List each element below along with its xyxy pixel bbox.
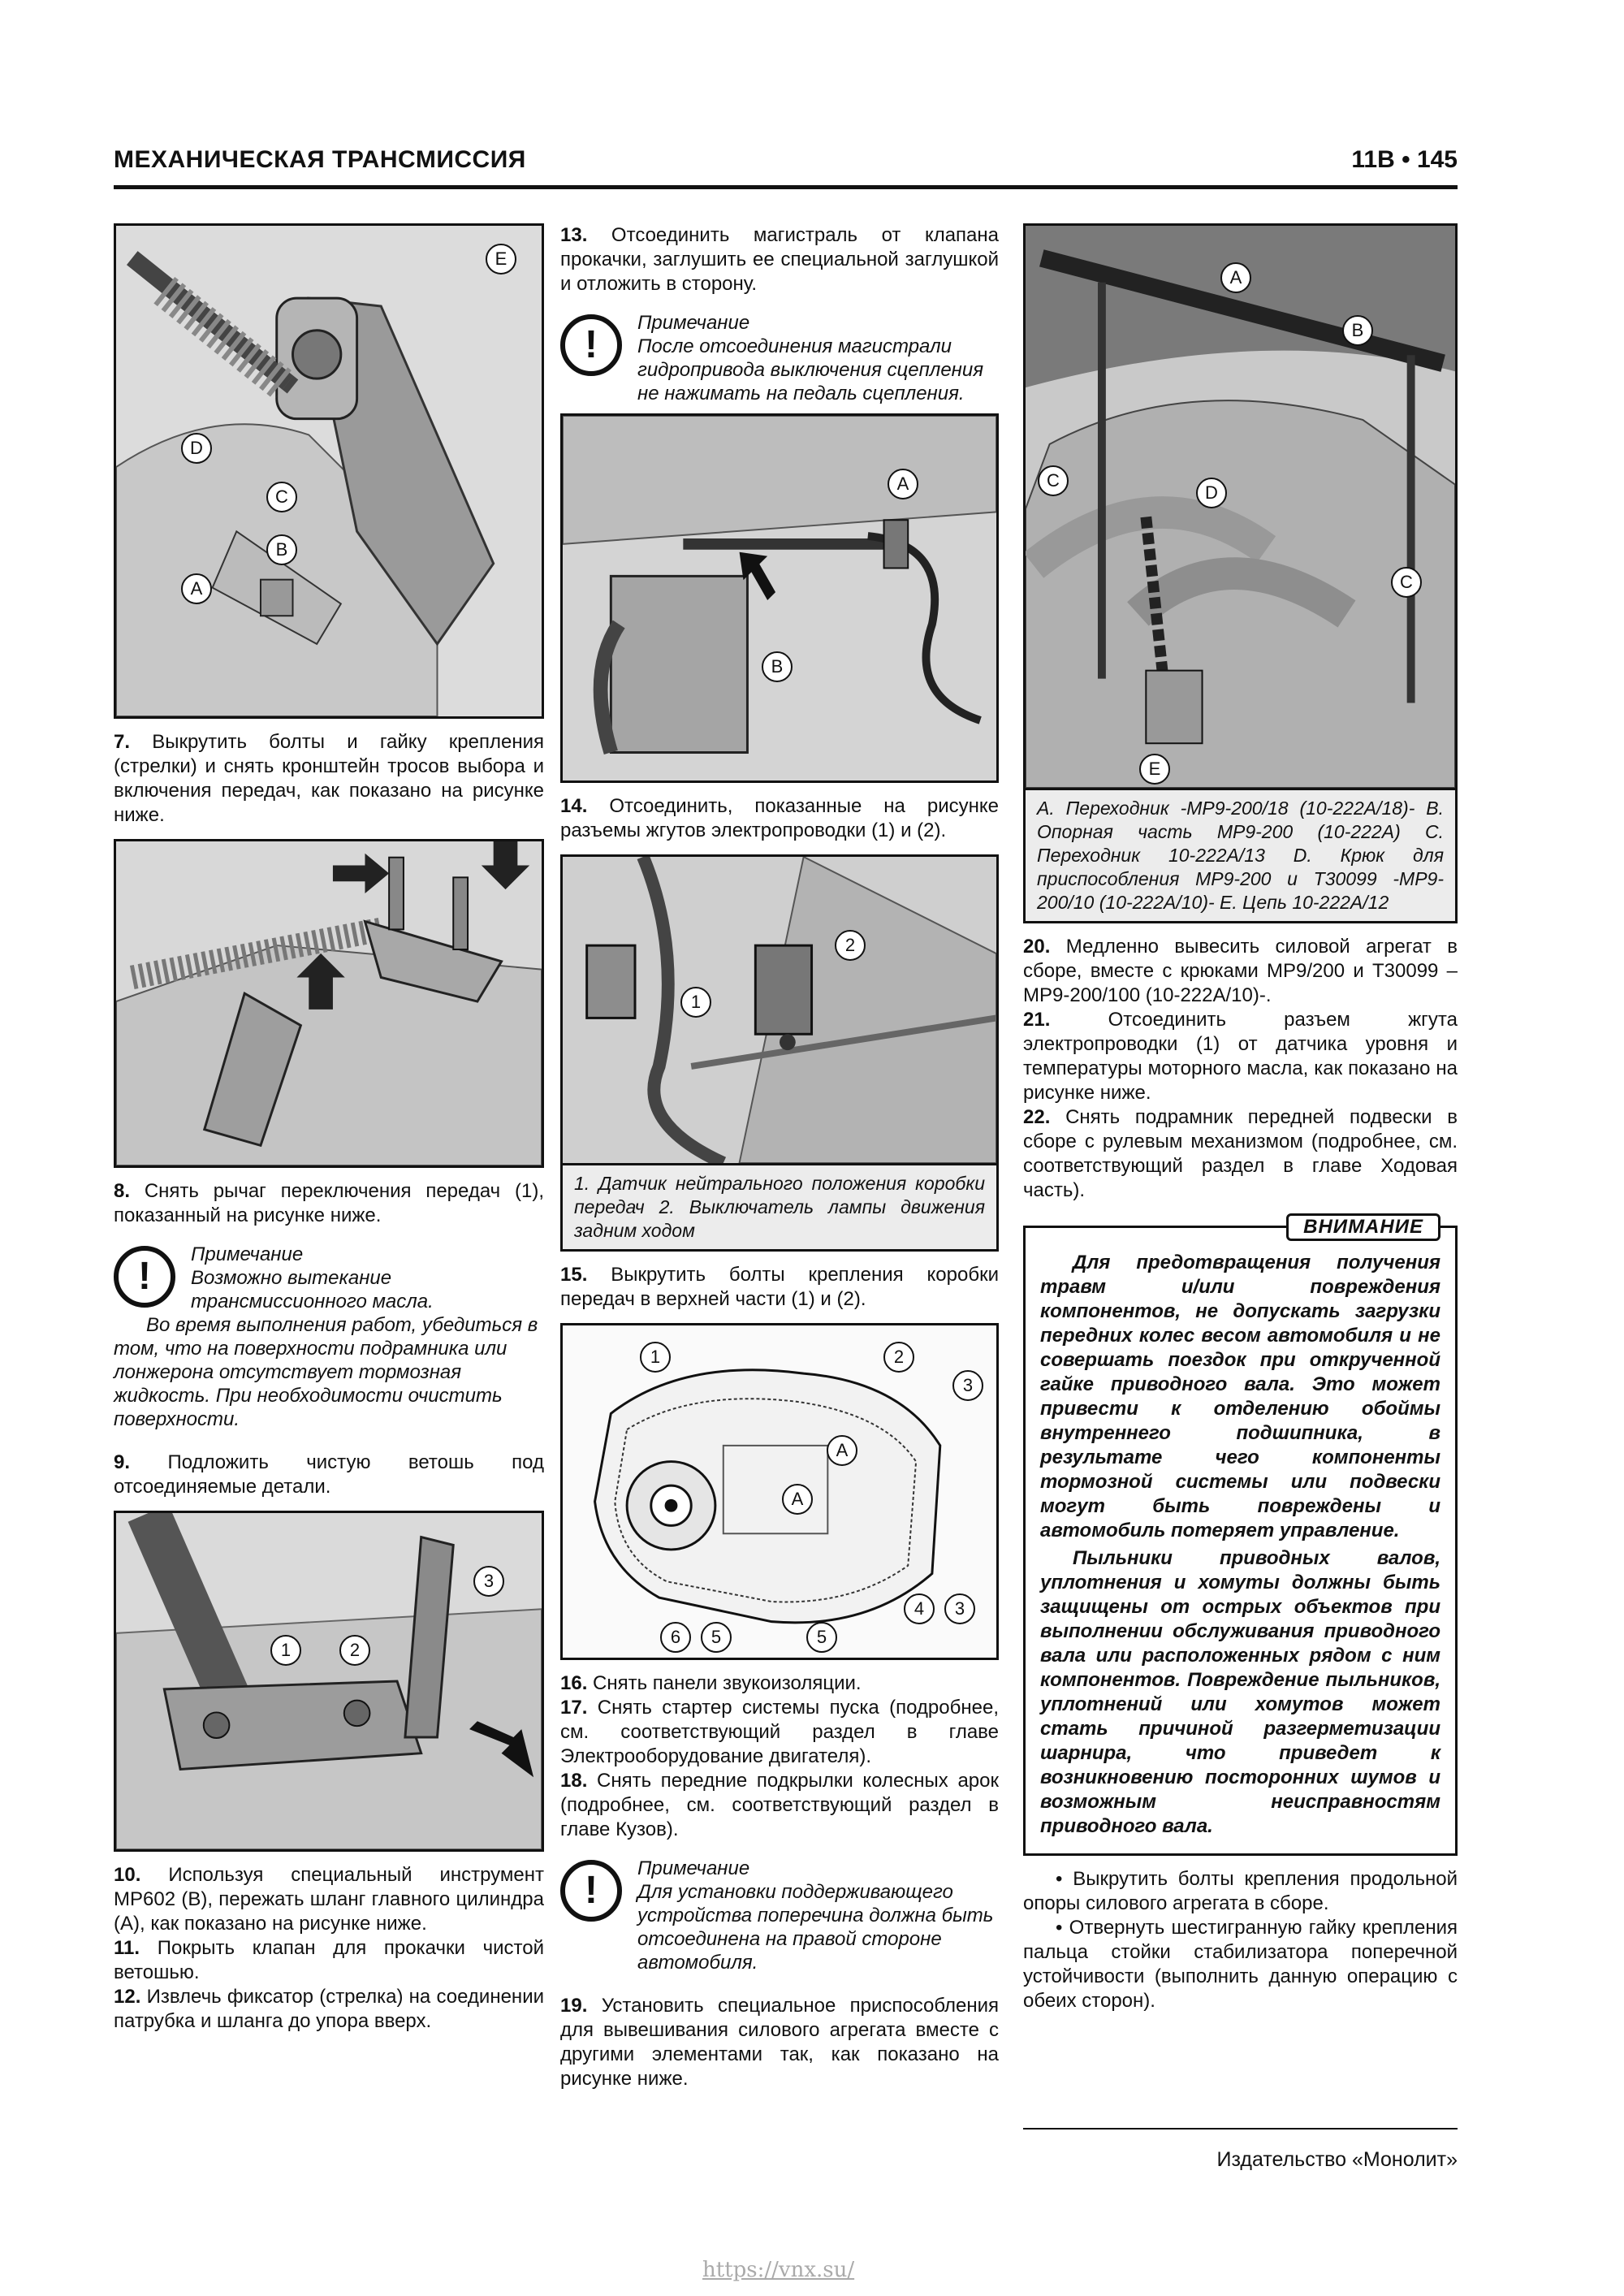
step-text: Отсоединить разъем жгута электропроводки (1) от датчика уровня и температуры моторного масла, как показано на рисунке ниже.	[1023, 1009, 1458, 1104]
callout-C: C	[266, 482, 297, 512]
figure-illustration	[563, 416, 996, 780]
column-middle	[560, 223, 999, 2091]
callout-E: E	[486, 244, 516, 275]
note-clutch-pedal	[560, 311, 999, 405]
step-18	[560, 1769, 999, 1842]
figure-illustration	[116, 1513, 542, 1849]
step-number: 17.	[560, 1697, 588, 1719]
warning-box	[1023, 1216, 1458, 1856]
callout-B: B	[1342, 315, 1373, 346]
callout-5: 5	[701, 1622, 732, 1653]
callout-1: 1	[640, 1342, 671, 1373]
callout-A: A	[827, 1435, 857, 1466]
callout-1: 1	[680, 987, 711, 1018]
step-number: 10.	[114, 1864, 141, 1886]
page-header	[114, 146, 1458, 189]
watermark-link: https://vnx.su/	[702, 2258, 855, 2282]
callout-D: D	[181, 433, 212, 464]
step-12	[114, 1985, 544, 2034]
callout-3: 3	[473, 1566, 504, 1597]
note-title: Примечание	[637, 312, 750, 334]
step-number: 20.	[1023, 936, 1051, 958]
step-number: 13.	[560, 224, 588, 246]
callout-C: C	[1038, 465, 1069, 496]
note-text: Для установки поддерживающего устройства поперечина должна быть отсоединена на правой стороне автомобиля.	[637, 1881, 994, 1974]
step-text: Покрыть клапан для прокачки чистой ветошью.	[114, 1937, 545, 1983]
step-text: Выкрутить болты крепления коробки передач в верхней части (1) и (2).	[560, 1264, 999, 1310]
note-text: После отсоединения магистрали гидропривода выключения сцепления не нажимать на педаль сцепления.	[637, 335, 984, 404]
note-title: Примечание	[637, 1857, 750, 1879]
column-right	[1023, 223, 1458, 2013]
callout-3: 3	[944, 1593, 975, 1624]
step-17	[560, 1696, 999, 1769]
step-number: 19.	[560, 1995, 588, 2017]
callout-A: A	[782, 1484, 813, 1515]
callout-1: 1	[270, 1635, 301, 1666]
figure-caption: 1. Датчик нейтрального положения коробки передач 2. Выключатель лампы движения задним ходом	[560, 1163, 999, 1252]
step-number: 7.	[114, 731, 131, 753]
bullet-item: • Отвернуть шестигранную гайку крепления пальца стойки стабилизатора поперечной устойчивости (выполнить данную операцию с обеих сторон).	[1023, 1917, 1458, 2012]
callout-D: D	[1196, 478, 1227, 508]
step-13	[560, 223, 999, 296]
callout-3: 3	[952, 1370, 983, 1401]
callout-2: 2	[339, 1635, 370, 1666]
figure-cable-bracket	[114, 223, 544, 719]
step-number: 15.	[560, 1264, 588, 1286]
step-8	[114, 1179, 544, 1228]
callout-A: A	[181, 573, 212, 604]
step-text: Снять передние подкрылки колесных арок (подробнее, см. соответствующий раздел в главе Кузов).	[560, 1770, 999, 1840]
step-number: 16.	[560, 1672, 588, 1694]
figure-bleed-line	[560, 413, 999, 783]
step-10	[114, 1863, 544, 1936]
exclamation-icon: !	[114, 1246, 175, 1308]
step-number: 18.	[560, 1770, 588, 1792]
callout-B: B	[762, 651, 793, 682]
callout-2: 2	[883, 1342, 914, 1373]
figure-gearbox-bolts	[560, 1323, 999, 1660]
step-text: Снять рычаг переключения передач (1), показанный на рисунке ниже.	[114, 1180, 544, 1226]
warning-text: Для предотвращения получения травм и/или повреждения компонентов, не допускать загрузки передних колес весом автомобиля и не совершать поездок при открученной гайке приводного вала. Это может привести к отделению обоймы внутреннего подшипника, в результате чего компоненты тормозной системы или подвески могут быть повреждены и автомобиль потеряет управление.	[1040, 1252, 1440, 1541]
step-text: Установить специальное приспособления для вывешивания силового агрегата вместе с другими элементами так, как показано на рисунке ниже.	[560, 1995, 999, 2090]
note-text-continued: Во время выполнения работ, убедиться в том, что на поверхности подрамника или лонжерона отсутствует тормозная жидкость. При необходимости очистить поверхности.	[114, 1314, 538, 1430]
callout-5: 5	[806, 1622, 837, 1653]
callout-C: C	[1391, 567, 1422, 598]
callout-E: E	[1139, 754, 1170, 785]
step-number: 11.	[114, 1937, 140, 1959]
step-text: Снять подрамник передней подвески в сборе с рулевым механизмом (подробнее, см. соответствующий раздел в главе Ходовая часть).	[1023, 1106, 1458, 1201]
figure-illustration	[116, 226, 542, 716]
step-15	[560, 1263, 999, 1312]
callout-A: A	[1220, 262, 1251, 293]
publisher-name: Издательство «Монолит»	[1216, 2148, 1458, 2171]
step-number: 9.	[114, 1451, 131, 1473]
figure-bracket-bolts	[114, 839, 544, 1168]
figure-illustration	[116, 841, 542, 1165]
step-text: Извлечь фиксатор (стрелка) на соединении патрубка и шланга до упора вверх.	[114, 1986, 544, 2032]
step-text: Подложить чистую ветошь под отсоединяемые детали.	[114, 1451, 544, 1498]
warning-text: Пыльники приводных валов, уплотнения и хомуты должны быть защищены от острых объектов при выполнении обслуживания приводного вала или расположенных рядом с ним компонентов. Повреждение пыльников, уплотнений или хомутов может стать причиной разгерметизации шарнира, что приведет к возникновению посторонних шумов и возможным неисправностям приводного вала.	[1040, 1547, 1440, 1837]
callout-4: 4	[904, 1593, 935, 1624]
step-number: 12.	[114, 1986, 141, 2008]
step-text: Медленно вывесить силовой агрегат в сборе, вместе с крюками MP9/200 и T30099 – MP9-200/100 (10-222A/10)-.	[1023, 936, 1458, 1006]
step-14	[560, 794, 999, 843]
figure-engine-support	[1023, 223, 1458, 788]
note-support-device	[560, 1857, 999, 1974]
bullet-item: • Выкрутить болты крепления продольной опоры силового агрегата в сборе.	[1023, 1868, 1458, 1914]
step-text: Отсоединить магистраль от клапана прокачки, заглушить ее специальной заглушкой и отложить в сторону.	[560, 224, 1000, 295]
step-text: Снять стартер системы пуска (подробнее, см. соответствующий раздел в главе Электрооборудование двигателя).	[560, 1697, 999, 1767]
step-number: 14.	[560, 795, 588, 817]
section-title: МЕХАНИЧЕСКАЯ ТРАНСМИССИЯ	[114, 146, 526, 173]
step-22	[1023, 1105, 1458, 1203]
figure-illustration	[1026, 226, 1455, 788]
step-text: Выкрутить болты и гайку крепления (стрелки) и снять кронштейн тросов выбора и включения передач, как показано на рисунке ниже.	[114, 731, 544, 826]
step-7	[114, 730, 544, 828]
column-left	[114, 223, 544, 2034]
page-number: 11B • 145	[1351, 146, 1458, 173]
step-text: Отсоединить, показанные на рисунке разъемы жгутов электропроводки (1) и (2).	[560, 795, 999, 841]
callout-A: A	[888, 469, 918, 499]
step-20	[1023, 935, 1458, 1008]
step-9	[114, 1451, 544, 1499]
exclamation-icon: !	[560, 314, 622, 376]
step-21	[1023, 1008, 1458, 1105]
step-16	[560, 1671, 999, 1696]
figure-connectors	[560, 854, 999, 1163]
step-number: 8.	[114, 1180, 131, 1202]
callout-B: B	[266, 534, 297, 565]
footer-divider	[1023, 2128, 1458, 2130]
step-text: Используя специальный инструмент MP602 (B), пережать шланг главного цилиндра (A), как показано на рисунке ниже.	[114, 1864, 545, 1935]
note-title: Примечание	[191, 1243, 304, 1265]
step-number: 21.	[1023, 1009, 1051, 1031]
warning-label: ВНИМАНИЕ	[1286, 1213, 1440, 1241]
note-oil-leak	[114, 1243, 544, 1431]
figure-gear-lever	[114, 1511, 544, 1852]
figure-illustration	[563, 857, 996, 1163]
exclamation-icon: !	[560, 1860, 622, 1922]
callout-2: 2	[835, 930, 866, 961]
step-number: 22.	[1023, 1106, 1051, 1128]
figure-caption: A. Переходник -MP9-200/18 (10-222A/18)- B. Опорная часть MP9-200 (10-222A) C. Переходник 10-222A/13 D. Крюк для приспособления MP9-200 и T30099 -MP9-200/10 (10-222A/10)- E. Цепь 10-222A/12	[1023, 788, 1458, 923]
step-text: Снять панели звукоизоляции.	[593, 1672, 862, 1694]
callout-6: 6	[660, 1622, 691, 1653]
step-19	[560, 1994, 999, 2091]
note-text: Возможно вытекание трансмиссионного масла.	[191, 1267, 434, 1312]
step-11	[114, 1936, 544, 1985]
